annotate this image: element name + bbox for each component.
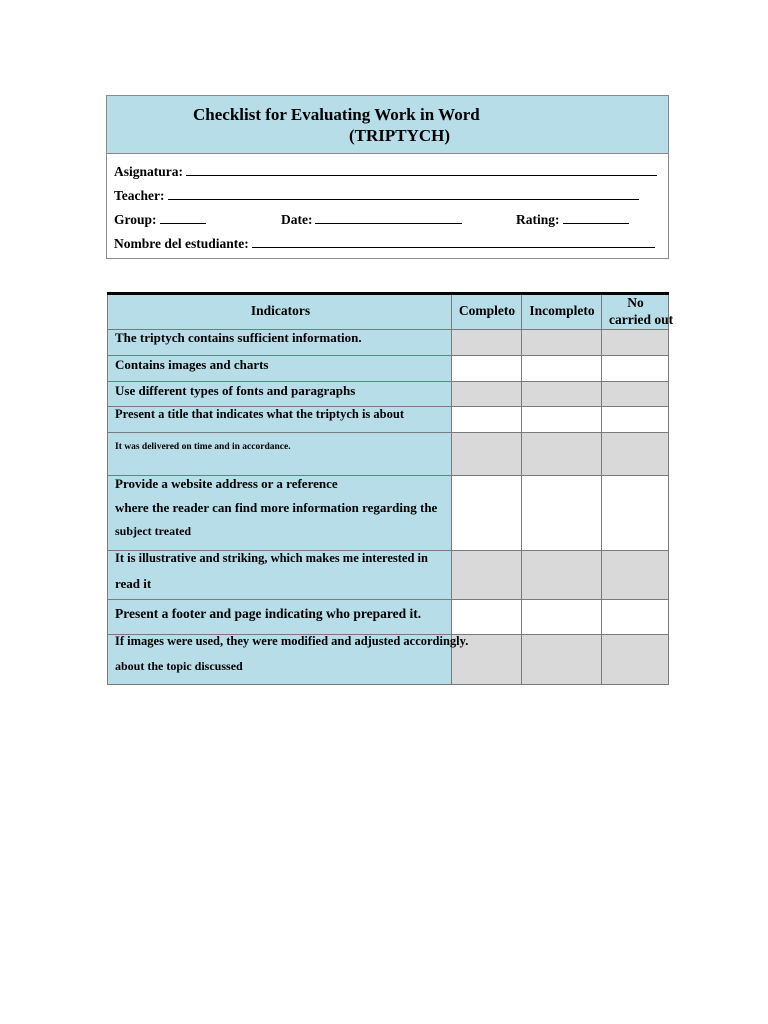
- not-done-cell[interactable]: [602, 551, 669, 600]
- table-row: [107, 407, 669, 433]
- complete-cell[interactable]: [452, 407, 522, 433]
- header-complete-label: Completo: [458, 303, 516, 318]
- indicator-cell: [107, 634, 469, 685]
- group-line[interactable]: [160, 211, 206, 224]
- teacher-field[interactable]: [114, 187, 639, 204]
- indicator-text: where the reader can find more information regarding the: [115, 500, 438, 515]
- complete-cell[interactable]: [452, 330, 522, 356]
- student-field[interactable]: [114, 235, 655, 252]
- header-not-done-line1: No: [627, 295, 644, 310]
- indicator-text: Provide a website address or a reference: [115, 476, 338, 491]
- header-incomplete: [522, 295, 602, 330]
- document-title: Checklist for Evaluating Work in Word: [193, 105, 480, 124]
- rating-field[interactable]: [516, 211, 629, 228]
- document-subtitle: (TRIPTYCH): [349, 126, 451, 145]
- indicator-text: The triptych contains sufficient information.: [115, 330, 362, 345]
- indicator-cell: [107, 433, 452, 476]
- indicator-text: read it: [115, 576, 152, 591]
- student-label: Nombre del estudiante:: [114, 236, 249, 251]
- header-box: [106, 95, 669, 259]
- indicator-text: Contains images and charts: [115, 357, 269, 372]
- indicator-text: Use different types of fonts and paragraphs: [115, 383, 356, 398]
- checklist-table: [107, 292, 674, 685]
- subject-label: Asignatura:: [114, 164, 184, 179]
- not-done-cell[interactable]: [602, 407, 669, 433]
- subject-field[interactable]: [114, 163, 657, 180]
- teacher-line[interactable]: [168, 187, 639, 200]
- subject-line[interactable]: [186, 163, 657, 176]
- incomplete-cell[interactable]: [522, 600, 602, 635]
- student-line[interactable]: [252, 235, 655, 248]
- table-row: [107, 551, 669, 600]
- header-not-done: [602, 295, 674, 330]
- not-done-cell[interactable]: [602, 433, 669, 476]
- indicator-cell: [107, 476, 452, 551]
- header-complete: [452, 295, 522, 330]
- not-done-cell[interactable]: [602, 635, 669, 685]
- complete-cell[interactable]: [452, 476, 522, 551]
- complete-cell[interactable]: [452, 433, 522, 476]
- indicator-text: subject treated: [115, 524, 192, 538]
- not-done-cell[interactable]: [602, 476, 669, 551]
- rating-line[interactable]: [563, 211, 629, 224]
- incomplete-cell[interactable]: [522, 330, 602, 356]
- incomplete-cell[interactable]: [522, 356, 602, 382]
- date-label: Date:: [281, 212, 313, 227]
- incomplete-cell[interactable]: [522, 635, 602, 685]
- header-incomplete-label: Incompleto: [529, 303, 595, 318]
- indicator-text: Present a title that indicates what the triptych is about: [115, 407, 404, 421]
- incomplete-cell[interactable]: [522, 433, 602, 476]
- group-field[interactable]: [114, 211, 206, 228]
- indicator-text: It is illustrative and striking, which makes me interested in: [115, 551, 428, 565]
- date-line[interactable]: [315, 211, 462, 224]
- header-indicators-label: Indicators: [250, 303, 311, 318]
- not-done-cell[interactable]: [602, 356, 669, 382]
- indicator-cell: [107, 407, 452, 433]
- incomplete-cell[interactable]: [522, 382, 602, 407]
- indicator-text: It was delivered on time and in accordance.: [115, 442, 291, 452]
- group-label: Group:: [114, 212, 157, 227]
- title-band: [107, 96, 668, 154]
- incomplete-cell[interactable]: [522, 476, 602, 551]
- indicator-cell: [107, 551, 452, 600]
- indicator-text: If images were used, they were modified and adjusted accordingly.: [115, 634, 469, 648]
- incomplete-cell[interactable]: [522, 551, 602, 600]
- not-done-cell[interactable]: [602, 382, 669, 407]
- not-done-cell[interactable]: [602, 330, 669, 356]
- incomplete-cell[interactable]: [522, 407, 602, 433]
- not-done-cell[interactable]: [602, 600, 669, 635]
- rating-label: Rating:: [516, 212, 560, 227]
- table-row: [107, 635, 669, 685]
- table-row: [107, 433, 669, 476]
- complete-cell[interactable]: [452, 551, 522, 600]
- indicator-text: Present a footer and page indicating who prepared it.: [115, 606, 422, 621]
- table-row: [107, 476, 669, 551]
- teacher-label: Teacher:: [114, 188, 165, 203]
- header-not-done-line2: carried out: [609, 312, 674, 327]
- indicator-text: about the topic discussed: [115, 659, 243, 673]
- date-field[interactable]: [281, 211, 462, 228]
- complete-cell[interactable]: [452, 382, 522, 407]
- complete-cell[interactable]: [452, 356, 522, 382]
